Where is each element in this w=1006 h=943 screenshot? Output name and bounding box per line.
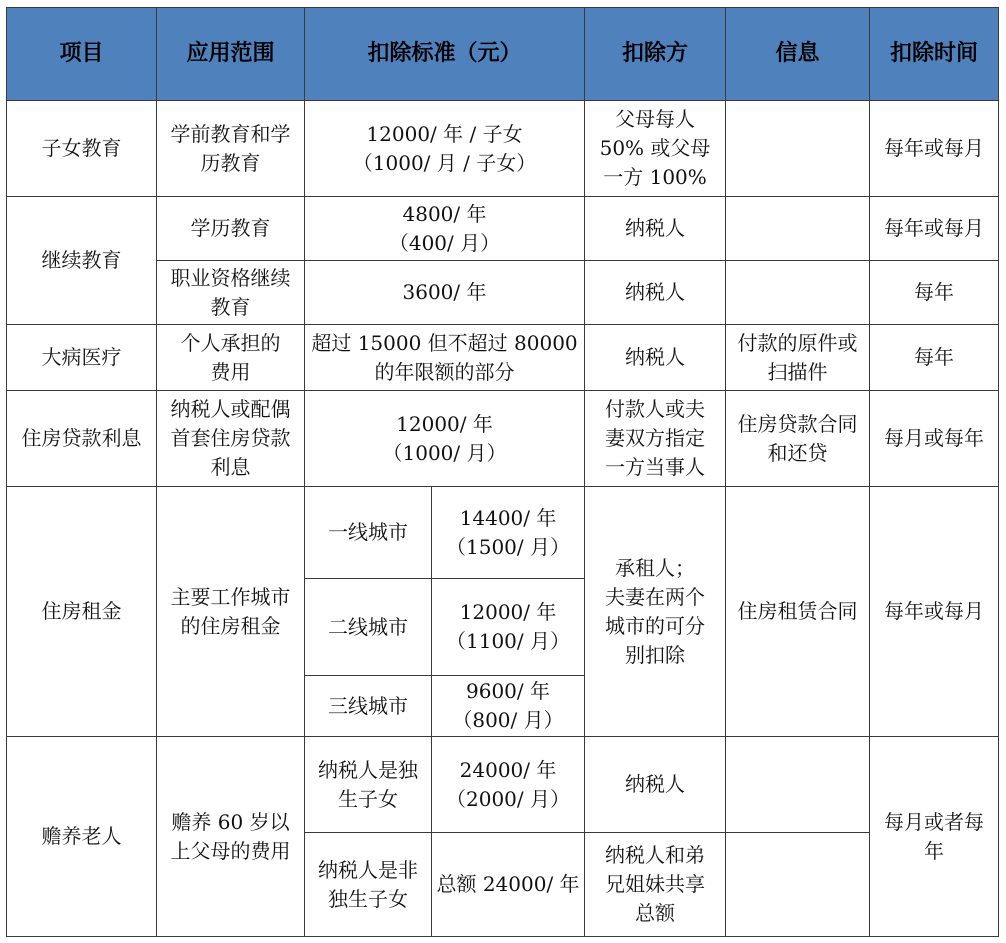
cell-standard: 3600/ 年 (305, 261, 585, 325)
cell-scope: 纳税人或配偶 首套住房贷款 利息 (157, 391, 305, 487)
cell-info (726, 101, 870, 197)
cell-scope: 学前教育和学 历教育 (157, 101, 305, 197)
cell-time: 每年或每月 (870, 197, 999, 261)
cell-party: 纳税人 (585, 261, 726, 325)
table-row-housing-loan (7, 391, 999, 487)
cell-info: 住房租赁合同 (726, 487, 870, 737)
cell-info: 住房贷款合同 和还贷 (726, 391, 870, 487)
tax-deduction-table (6, 7, 999, 937)
cell-party: 纳税人和弟 兄姐妹共享 总额 (585, 833, 726, 937)
cell-time: 每月或每年 (870, 391, 999, 487)
cell-standard: 4800/ 年 （400/ 月） (305, 197, 585, 261)
cell-time: 每年 (870, 261, 999, 325)
header-party: 扣除方 (585, 8, 726, 101)
table-row-serious-illness (7, 325, 999, 391)
cell-info (726, 833, 870, 937)
cell-city-tier: 二线城市 (305, 579, 432, 676)
cell-item: 继续教育 (7, 197, 157, 325)
cell-standard: 12000/ 年 （1000/ 月） (305, 391, 585, 487)
cell-scope: 个人承担的 费用 (157, 325, 305, 391)
header-item: 项目 (7, 8, 157, 101)
table-row-child-education (7, 101, 999, 197)
cell-time: 每年或每月 (870, 101, 999, 197)
cell-party: 纳税人 (585, 197, 726, 261)
cell-taxpayer-type: 纳税人是非 独生子女 (305, 833, 432, 937)
cell-info (726, 197, 870, 261)
cell-item: 赡养老人 (7, 737, 157, 937)
cell-item: 大病医疗 (7, 325, 157, 391)
cell-scope: 学历教育 (157, 197, 305, 261)
cell-amount: 9600/ 年 （800/ 月） (432, 676, 585, 737)
cell-item: 住房贷款利息 (7, 391, 157, 487)
header-scope: 应用范围 (157, 8, 305, 101)
header-row (7, 8, 999, 101)
cell-city-tier: 一线城市 (305, 487, 432, 579)
table-row-continuing-education-1 (7, 197, 999, 261)
cell-party: 付款人或夫 妻双方指定 一方当事人 (585, 391, 726, 487)
cell-amount: 24000/ 年 （2000/ 月） (432, 737, 585, 833)
table-row-elderly-support-1 (7, 737, 999, 833)
cell-info: 付款的原件或 扫描件 (726, 325, 870, 391)
header-info: 信息 (726, 8, 870, 101)
cell-party: 纳税人 (585, 737, 726, 833)
cell-scope: 赡养 60 岁以 上父母的费用 (157, 737, 305, 937)
cell-amount: 14400/ 年 （1500/ 月） (432, 487, 585, 579)
cell-standard: 超过 15000 但不超过 80000 的年限额的部分 (305, 325, 585, 391)
table-row-housing-rent-1 (7, 487, 999, 579)
header-time: 扣除时间 (870, 8, 999, 101)
cell-standard: 12000/ 年 / 子女 （1000/ 月 / 子女） (305, 101, 585, 197)
cell-amount: 总额 24000/ 年 (432, 833, 585, 937)
cell-info (726, 261, 870, 325)
cell-party: 纳税人 (585, 325, 726, 391)
cell-time: 每年 (870, 325, 999, 391)
cell-item: 住房租金 (7, 487, 157, 737)
cell-info (726, 737, 870, 833)
cell-time: 每月或者每 年 (870, 737, 999, 937)
cell-city-tier: 三线城市 (305, 676, 432, 737)
cell-time: 每年或每月 (870, 487, 999, 737)
header-standard: 扣除标准（元） (305, 8, 585, 101)
cell-party: 父母每人 50% 或父母 一方 100% (585, 101, 726, 197)
cell-scope: 职业资格继续 教育 (157, 261, 305, 325)
cell-party: 承租人； 夫妻在两个 城市的可分 别扣除 (585, 487, 726, 737)
cell-item: 子女教育 (7, 101, 157, 197)
cell-amount: 12000/ 年 （1100/ 月） (432, 579, 585, 676)
cell-scope: 主要工作城市 的住房租金 (157, 487, 305, 737)
cell-taxpayer-type: 纳税人是独 生子女 (305, 737, 432, 833)
